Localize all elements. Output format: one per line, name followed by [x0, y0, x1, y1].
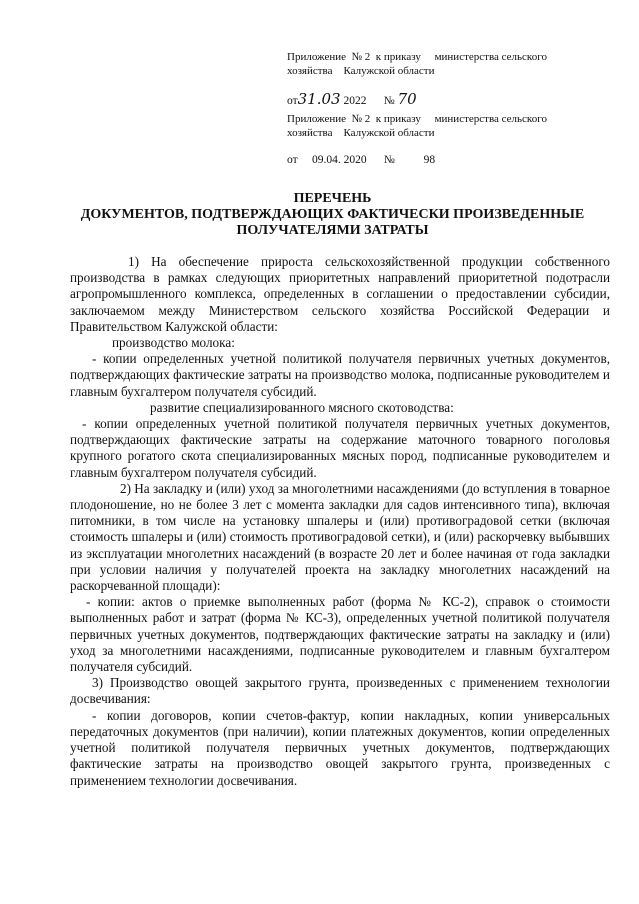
- order-date: 09.04. 2020: [312, 154, 367, 166]
- order-number: 98: [423, 154, 436, 166]
- appendix-line-2: хозяйства Калужской области: [287, 127, 435, 139]
- document-title: [60, 191, 605, 239]
- number-sign: №: [383, 154, 395, 166]
- appendix-header-current: [287, 50, 587, 78]
- date-prefix: от: [287, 154, 298, 166]
- handwritten-date: 31.03: [297, 90, 341, 108]
- milk-documents: - копии определенных учетной политикой получателя первичных учетных документов, подтверждающих фактические затраты на производство молока, подписанные руководителем и главным бухгалтером получателя субсидий.: [70, 351, 610, 399]
- milk-heading: производство молока:: [112, 335, 235, 351]
- order-year: 2022: [343, 95, 367, 107]
- title-line-3: ПОЛУЧАТЕЛЯМИ ЗАТРАТЫ: [236, 223, 429, 238]
- beef-heading: развитие специализированного мясного скотоводства:: [150, 399, 454, 415]
- number-sign: №: [383, 95, 395, 107]
- title-line-1: ПЕРЕЧЕНЬ: [293, 191, 372, 206]
- document-body: [70, 254, 610, 789]
- appendix-line-1: Приложение № 2 к приказу министерства сельского: [287, 51, 547, 63]
- item-2-intro: 2) На закладку и (или) уход за многолетними насаждениями (до вступления в товарное плодоношение, но не более 3 лет с момента закладки для садов интенсивного типа), включая питомники, в том числе на установку шпалеры и (или) противоградовой сетки (включая стоимость шпалеры и (или) стоимость противоградовой сетки), и (или) раскорчевку выбывших из эксплуатации многолетних насаждений (в возрасте 20 лет и более начиная от года закладки при условии наличия у получателей проекта на закладку многолетних насаждений на раскорчеванной площади):: [70, 480, 610, 594]
- order-date-previous: [287, 154, 435, 166]
- title-line-2: ДОКУМЕНТОВ, ПОДТВЕРЖДАЮЩИХ ФАКТИЧЕСКИ ПРОИЗВЕДЕННЫЕ: [80, 207, 585, 222]
- order-date-current: [287, 90, 417, 108]
- item-1-intro: 1) На обеспечение прироста сельскохозяйственной продукции собственного производства в рамках следующих приоритетных направлений приоритетной подотрасли агропромышленного комплекса, определенных в соглашении о предоставлении субсидии, заключаемом между Министерством сельского хозяйства Российской Федерации и Правительством Калужской области:: [70, 254, 610, 334]
- appendix-line-2: хозяйства Калужской области: [287, 65, 435, 77]
- item-3-documents: - копии договоров, копии счетов-фактур, копии накладных, копии универсальных передаточных документов (при наличии), копии платежных документов, копии определенных учетной политикой получателя первичных учетных документов, подтверждающих фактические затраты на производство овощей закрытого грунта, произведенных с применением технологии досвечивания.: [70, 707, 610, 788]
- date-prefix: от: [287, 95, 298, 107]
- appendix-line-1: Приложение № 2 к приказу министерства сельского: [287, 113, 547, 125]
- appendix-header-previous: [287, 112, 587, 140]
- handwritten-number: 70: [397, 90, 417, 108]
- item-3-intro: 3) Производство овощей закрытого грунта, произведенных с применением технологии досвечивания:: [70, 675, 610, 707]
- beef-documents: - копии определенных учетной политикой получателя первичных учетных документов, подтверждающих фактические затраты на содержание маточного товарного поголовья крупного рогатого скота специализированных мясных пород, подписанные руководителем и главным бухгалтером получателя субсидий.: [70, 416, 610, 480]
- item-2-documents: - копии: актов о приемке выполненных работ (форма № КС-2), справок о стоимости выполненных работ и затрат (форма № КС-3), определенных учетной политикой получателя первичных учетных документов, подтверждающих фактические затраты на закладку и (или) уход за многолетними насаждениями, подписанные руководителем и главным бухгалтером получателя субсидий.: [70, 594, 610, 675]
